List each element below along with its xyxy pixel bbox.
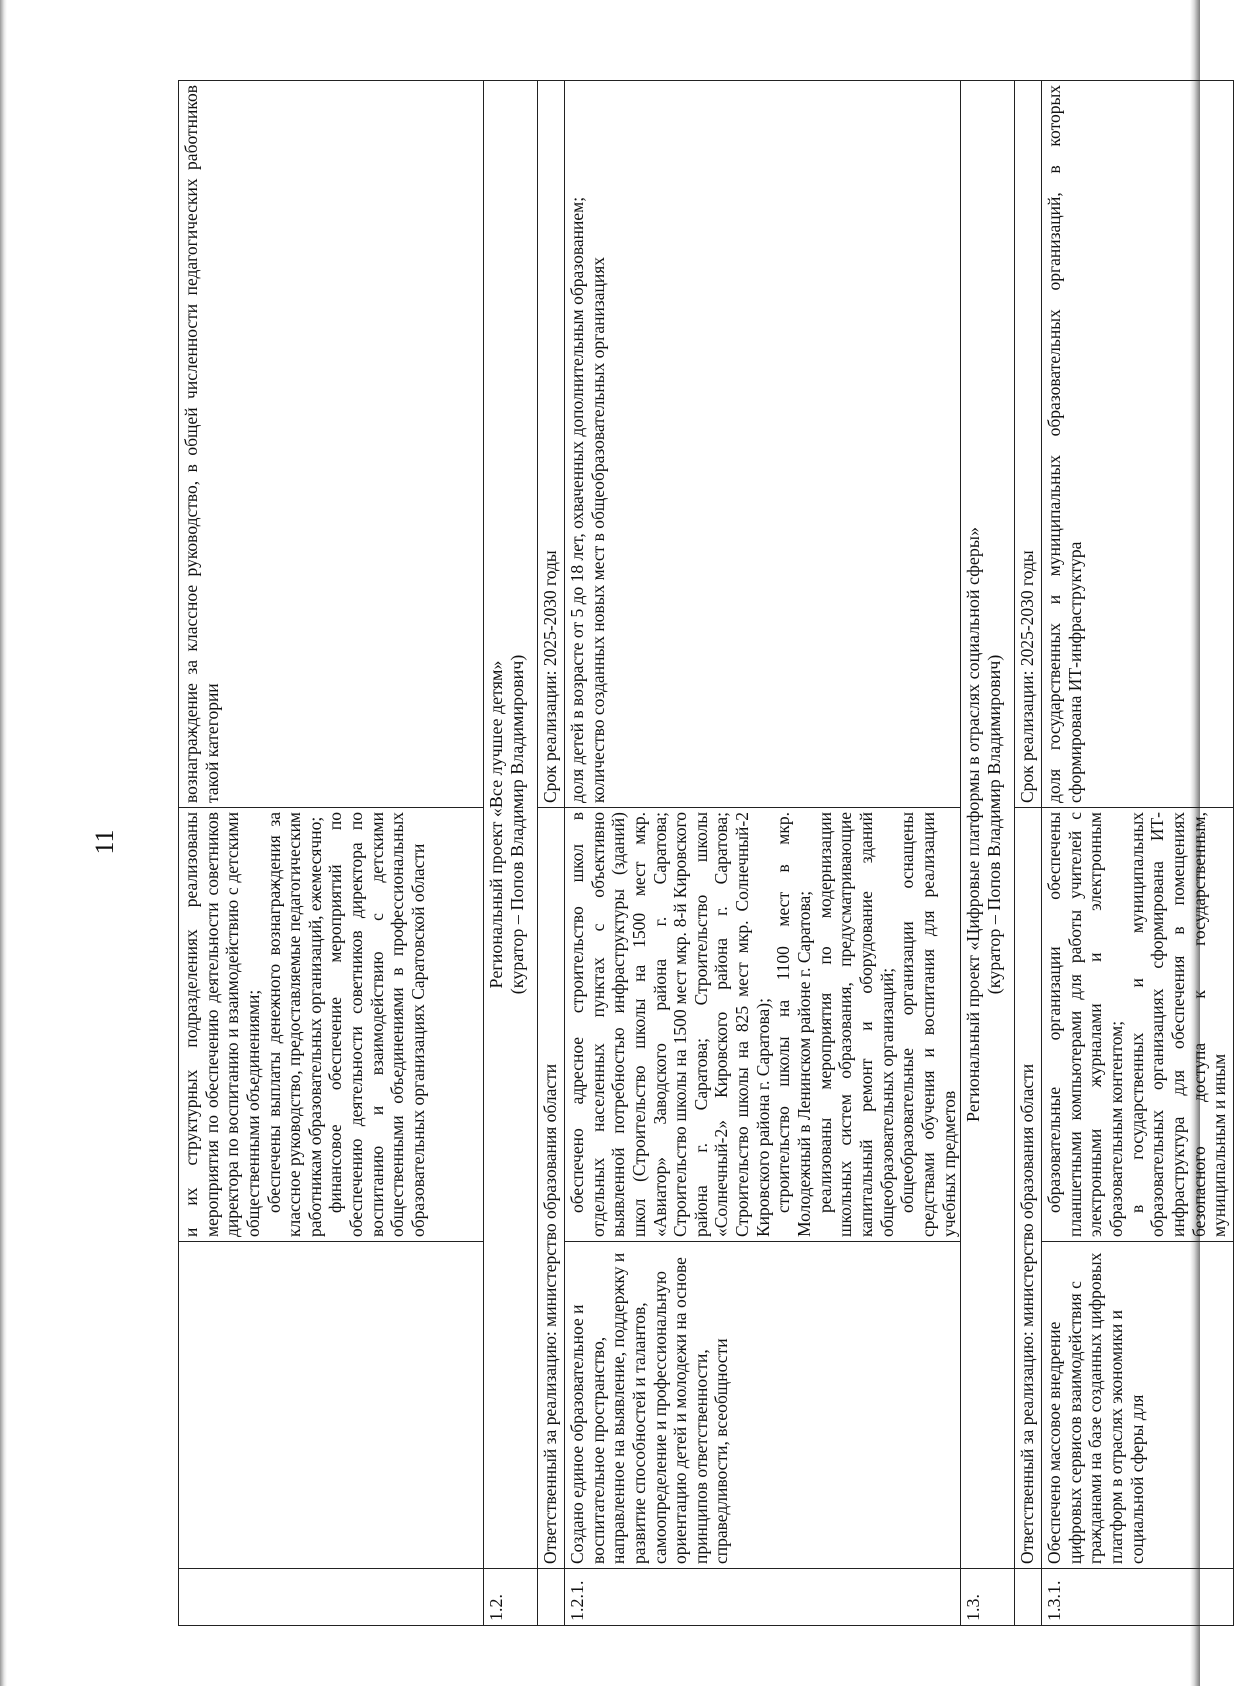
activity-text: финансовое обеспечение мероприятий по обеспечению деятельности советников директора по воспитанию и взаимодействию с детскими общественными объединениями в профессиональных образовательных организациях Саратовской области bbox=[325, 812, 429, 1237]
project-curator: (куратор – Попов Владимир Владимирович) bbox=[984, 654, 1005, 995]
indicator-text: доля детей в возрасте от 5 до 18 лет, охваченных дополнительным образованием; bbox=[567, 196, 587, 803]
indicator-text: вознаграждение за классное руководство, в общей численности педагогических работников такой категории bbox=[181, 85, 222, 803]
project-title-cell bbox=[961, 81, 1015, 1569]
indicator-text: количество созданных новых мест в общеобразовательных организациях bbox=[587, 256, 608, 803]
rotated-sheet bbox=[178, 81, 1230, 1626]
responsible-cell: Ответственный за реализацию: министерство образования области bbox=[1015, 808, 1042, 1569]
table-row-responsible bbox=[538, 81, 565, 1626]
activity-text: общеобразовательные организации оснащены средствами обучения и воспитания для реализации учебных предметов bbox=[897, 812, 959, 1237]
table-row-1-2-1 bbox=[565, 81, 961, 1626]
plan-table bbox=[178, 80, 1234, 1626]
cell-result: Создано единое образовательное и воспитательное пространство, направленное на выявление, поддержку и развитие способностей и талантов, самоопределение и профессиональную ориентацию детей и молодежи на основе принципов ответственности, справедливости, всеобщности bbox=[565, 1242, 961, 1569]
cell-activities bbox=[179, 808, 484, 1242]
activity-text: строительство школы на 1100 мест в мкр. Молодежный в Ленинском районе г. Саратова; bbox=[773, 812, 815, 1237]
term-cell: Срок реализации: 2025-2030 годы bbox=[538, 81, 565, 808]
table-row-project bbox=[484, 81, 538, 1626]
table-row-responsible bbox=[1015, 81, 1042, 1626]
cell-number bbox=[538, 1569, 565, 1626]
cell-number: 1.3.1. bbox=[1042, 1569, 1234, 1626]
cell-indicators bbox=[1042, 81, 1234, 808]
responsible-cell: Ответственный за реализацию: министерство образования области bbox=[538, 808, 565, 1569]
cell-activities bbox=[1042, 808, 1234, 1242]
cell-number: 1.2. bbox=[484, 1569, 538, 1626]
project-title: Региональный проект «Все лучшее детям» bbox=[486, 660, 506, 989]
cell-indicators bbox=[565, 81, 961, 808]
table-row-1-3-1 bbox=[1042, 81, 1234, 1626]
activity-text: обеспечено адресное строительство школ в отдельных населенных пунктах с объективно выявленной потребностью инфраструктуры (зданий) школ (Строительство школы на 1500 мест мкр. «Авиатор» Заводского района г. Саратова; Строительство школы на 1500 мест мкр. 8-й Кировского района г. Саратова; Строительство школы «Солнечный-2» Кировского района г. Саратова; Строительство школы на 825 мест мкр. Солнечный-2 Кировского района г. Саратова); bbox=[567, 812, 773, 1237]
scan-edge-left bbox=[0, 0, 7, 1686]
project-title: Региональный проект «Цифровые платформы в отраслях социальной сферы» bbox=[963, 527, 984, 1122]
activity-text: обеспечены выплаты денежного вознаграждения за классное руководство, предоставляемые педагогическим работникам образовательных организаций, ежемесячно; bbox=[263, 811, 325, 1237]
table-row-project bbox=[961, 81, 1015, 1626]
cell-indicators bbox=[179, 81, 484, 808]
cell-result bbox=[179, 1242, 484, 1569]
cell-number bbox=[1015, 1569, 1042, 1626]
activity-text: реализованы мероприятия по модернизации школьных систем образования, предусматривающие капитальный ремонт и оборудование зданий общеобразовательных организаций; bbox=[814, 812, 897, 1237]
term-cell: Срок реализации: 2025-2030 годы bbox=[1015, 81, 1042, 808]
table-row-continuation bbox=[179, 81, 484, 1626]
cell-number: 1.2.1. bbox=[565, 1569, 961, 1626]
cell-result: Обеспечено массовое внедрение цифровых сервисов взаимодействия с гражданами на базе созданных цифровых платформ в отраслях экономики и социальной сферы для bbox=[1042, 1242, 1234, 1569]
cell-activities bbox=[565, 808, 961, 1242]
indicator-text: доля государственных и муниципальных образовательных организаций, в которых сформирована ИТ-инфраструктура bbox=[1044, 85, 1085, 803]
project-title-cell bbox=[484, 81, 538, 1569]
cell-number: 1.3. bbox=[961, 1569, 1015, 1626]
cell-number bbox=[179, 1569, 484, 1626]
page-number: 11 bbox=[90, 829, 119, 855]
activity-text: образовательные организации обеспечены планшетными компьютерами для работы учителей с электронными журналами и электронным образовательным контентом; bbox=[1044, 812, 1127, 1237]
activity-text: в государственных и муниципальных образовательных организациях сформирована ИТ-инфраструктура для обеспечения в помещениях безопасного доступа к государственным, муниципальным и иным bbox=[1126, 812, 1230, 1237]
project-curator: (куратор – Попов Владимир Владимирович) bbox=[507, 654, 528, 995]
activity-text: и их структурных подразделениях реализованы мероприятия по обеспечению деятельности советников директора по воспитанию и взаимодействию с детскими общественными объединениями; bbox=[181, 812, 263, 1237]
